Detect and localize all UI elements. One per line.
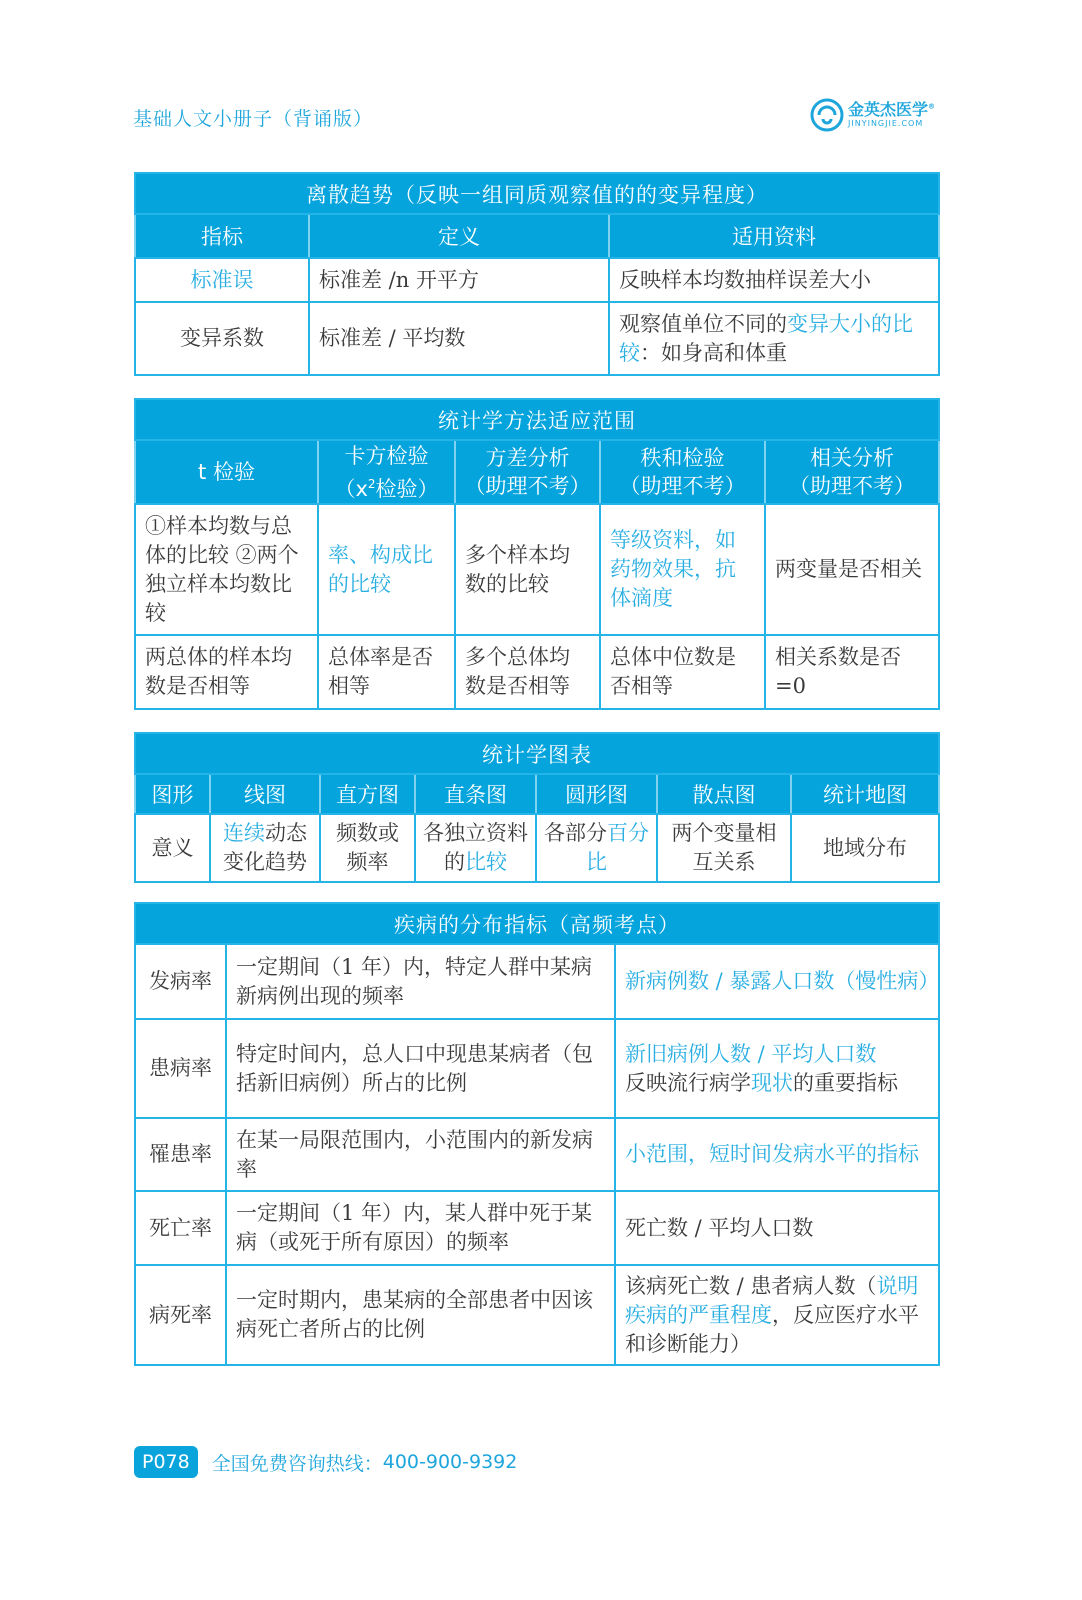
usage-text: ：如身高和体重 [640, 340, 787, 365]
registered-mark: ® [928, 102, 936, 111]
column-header: 图形 [135, 774, 210, 814]
indicator-definition: 特定时间内，总人口中现患某病者（包括新旧病例）所占的比例 [226, 1019, 615, 1118]
table-row [135, 1191, 939, 1265]
table-row [135, 814, 939, 882]
booklet-title: 基础人文小册子（背诵版） [133, 108, 374, 130]
bar-chart-meaning: 各独立资料的比较 [415, 814, 536, 882]
indicator-definition: 一定时期内，患某病的全部患者中因该病死亡者所占的比例 [226, 1265, 615, 1365]
indicator-name: 患病率 [135, 1019, 226, 1118]
table-row [135, 1019, 939, 1118]
anova-cell: 多个样本均数的比较 [455, 504, 600, 635]
correlation-cell: 两变量是否相关 [765, 504, 939, 635]
table-row [135, 944, 939, 1019]
column-header: 直方图 [320, 774, 415, 814]
column-header: 秩和检验 （助理不考） [600, 440, 765, 504]
column-header: 适用资料 [609, 214, 939, 258]
table-row [135, 635, 939, 709]
chi-square-cell: 总体率是否相等 [318, 635, 455, 709]
line-chart-meaning: 连续动态变化趋势 [210, 814, 320, 882]
index-name: 标准误 [135, 258, 309, 302]
usage-cell: 反映样本均数抽样误差大小 [609, 258, 939, 302]
column-header: 定义 [309, 214, 609, 258]
t-test-cell: ①样本均数与总体的比较 ②两个独立样本均数比较 [135, 504, 318, 635]
column-header: 统计地图 [791, 774, 939, 814]
disease-distribution-table [134, 902, 940, 1366]
page-footer [134, 1446, 517, 1478]
indicator-name: 发病率 [135, 944, 226, 1019]
column-header: 散点图 [657, 774, 791, 814]
table-row [135, 258, 939, 302]
anova-cell: 多个总体均数是否相等 [455, 635, 600, 709]
indicator-note: 小范围，短时间发病水平的指标 [615, 1118, 939, 1191]
rank-test-cell: 总体中位数是否相等 [600, 635, 765, 709]
hotline-number[interactable]: 400-900-9392 [382, 1451, 518, 1473]
brand-name: 金英杰医学 [848, 100, 929, 119]
indicator-name: 罹患率 [135, 1118, 226, 1191]
brand-logo [810, 98, 935, 132]
jinyingjie-logo-icon [810, 98, 844, 132]
usage-cell [609, 302, 939, 375]
table-row [135, 1118, 939, 1191]
table-title: 离散趋势（反映一组同质观察值的的变异程度） [135, 173, 939, 214]
indicator-name: 病死率 [135, 1265, 226, 1365]
column-header: 线图 [210, 774, 320, 814]
map-meaning: 地域分布 [791, 814, 939, 882]
indicator-note: 新旧病例人数 / 平均人口数 反映流行病学现状的重要指标 [615, 1019, 939, 1118]
usage-text: 观察值单位不同的 [619, 311, 787, 336]
column-header: 直条图 [415, 774, 536, 814]
table-row [135, 1265, 939, 1365]
rank-test-cell: 等级资料，如药物效果，抗体滴度 [600, 504, 765, 635]
histogram-meaning: 频数或频率 [320, 814, 415, 882]
hotline-label: 全国免费咨询热线： [211, 1452, 383, 1475]
indicator-note: 新病例数 / 暴露人口数（慢性病） [615, 944, 939, 1019]
statistical-methods-table [134, 398, 940, 710]
column-header: 圆形图 [536, 774, 657, 814]
table-row [135, 504, 939, 635]
indicator-name: 死亡率 [135, 1191, 226, 1265]
indicator-note: 该病死亡数 / 患者病人数（说明疾病的严重程度，反应医疗水平和诊断能力） [615, 1265, 939, 1365]
statistical-charts-table [134, 732, 940, 883]
indicator-note: 死亡数 / 平均人口数 [615, 1191, 939, 1265]
column-header: 指标 [135, 214, 309, 258]
indicator-definition: 一定期间（1 年）内，某人群中死于某病（或死于所有原因）的频率 [226, 1191, 615, 1265]
scatter-meaning: 两个变量相互关系 [657, 814, 791, 882]
table-title: 统计学方法适应范围 [135, 399, 939, 440]
definition-cell: 标准差 / 平均数 [309, 302, 609, 375]
table-title: 统计学图表 [135, 733, 939, 774]
chi-square-cell: 率、构成比的比较 [318, 504, 455, 635]
usage-highlight: 变异大小的比较 [619, 311, 913, 365]
indicator-definition: 在某一局限范围内，小范围内的新发病率 [226, 1118, 615, 1191]
dispersion-table [134, 172, 940, 376]
page-number: P078 [134, 1446, 198, 1478]
definition-cell: 标准差 /n 开平方 [309, 258, 609, 302]
pie-chart-meaning: 各部分百分比 [536, 814, 657, 882]
t-test-cell: 两总体的样本均数是否相等 [135, 635, 318, 709]
column-header: t 检验 [135, 440, 318, 504]
column-header: 相关分析 （助理不考） [765, 440, 939, 504]
correlation-cell: 相关系数是否 =0 [765, 635, 939, 709]
column-header: 卡方检验 （$x^2$检验） [318, 440, 455, 504]
index-name: 变异系数 [135, 302, 309, 375]
table-title: 疾病的分布指标（高频考点） [135, 903, 939, 944]
table-row [135, 302, 939, 375]
column-header: 方差分析 （助理不考） [455, 440, 600, 504]
indicator-definition: 一定期间（1 年）内，特定人群中某病新病例出现的频率 [226, 944, 615, 1019]
row-label: 意义 [135, 814, 210, 882]
brand-url: JINYINGJIE.COM [848, 119, 924, 128]
